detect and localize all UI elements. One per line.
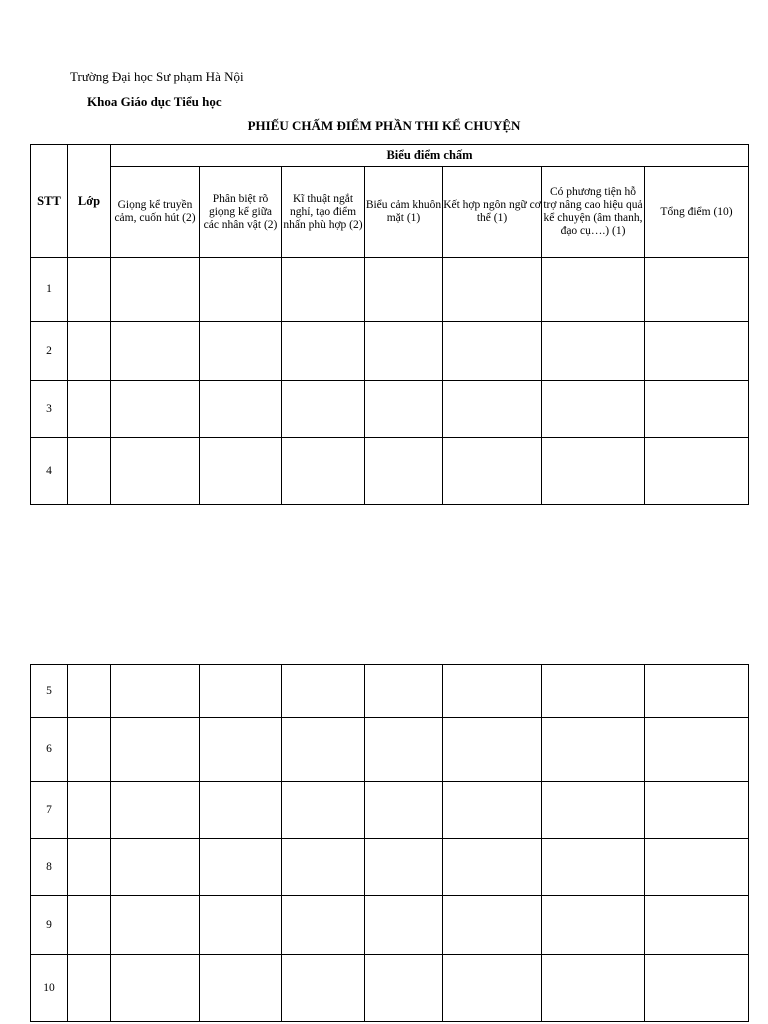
score-cell[interactable] xyxy=(645,896,749,955)
score-cell[interactable] xyxy=(200,322,282,381)
row-number: 4 xyxy=(31,438,68,505)
score-cell[interactable] xyxy=(365,718,443,782)
score-cell[interactable] xyxy=(542,839,645,896)
score-cell[interactable] xyxy=(645,438,749,505)
row-number: 9 xyxy=(31,896,68,955)
score-cell[interactable] xyxy=(282,322,365,381)
row-number: 1 xyxy=(31,258,68,322)
score-cell[interactable] xyxy=(365,839,443,896)
score-cell[interactable] xyxy=(200,665,282,718)
score-cell[interactable] xyxy=(443,955,542,1022)
table-row xyxy=(31,782,749,839)
score-cell[interactable] xyxy=(200,955,282,1022)
score-cell[interactable] xyxy=(645,839,749,896)
score-cell[interactable] xyxy=(645,955,749,1022)
criterion-facial-expression: Biểu cảm khuôn mặt (1) xyxy=(365,167,443,258)
score-cell[interactable] xyxy=(282,896,365,955)
score-cell[interactable] xyxy=(542,718,645,782)
criterion-voice: Giọng kể truyền cảm, cuốn hút (2) xyxy=(111,167,200,258)
score-cell[interactable] xyxy=(365,258,443,322)
score-cell[interactable] xyxy=(645,718,749,782)
criterion-total: Tổng điểm (10) xyxy=(645,167,749,258)
score-cell[interactable] xyxy=(282,955,365,1022)
score-cell[interactable] xyxy=(542,322,645,381)
table-row xyxy=(31,322,749,381)
score-cell[interactable] xyxy=(443,438,542,505)
row-number: 2 xyxy=(31,322,68,381)
scoring-table-continued xyxy=(30,664,749,1022)
score-cell[interactable] xyxy=(200,381,282,438)
scoring-table xyxy=(30,144,749,505)
row-number: 6 xyxy=(31,718,68,782)
score-cell[interactable] xyxy=(443,665,542,718)
class-cell[interactable] xyxy=(68,438,111,505)
score-cell[interactable] xyxy=(645,258,749,322)
criteria-group-header: Biểu điểm chấm xyxy=(111,145,749,167)
table-body-page2 xyxy=(31,665,749,1022)
score-cell[interactable] xyxy=(200,438,282,505)
class-cell[interactable] xyxy=(68,839,111,896)
class-cell[interactable] xyxy=(68,955,111,1022)
score-cell[interactable] xyxy=(443,381,542,438)
score-cell[interactable] xyxy=(200,718,282,782)
score-cell[interactable] xyxy=(542,258,645,322)
score-cell[interactable] xyxy=(365,896,443,955)
table-row xyxy=(31,665,749,718)
score-cell[interactable] xyxy=(282,438,365,505)
class-cell[interactable] xyxy=(68,718,111,782)
class-cell[interactable] xyxy=(68,381,111,438)
criterion-body-language: Kết hợp ngôn ngữ cơ thể (1) xyxy=(443,167,542,258)
score-cell[interactable] xyxy=(111,258,200,322)
score-cell[interactable] xyxy=(443,782,542,839)
score-cell[interactable] xyxy=(542,438,645,505)
score-cell[interactable] xyxy=(365,381,443,438)
criterion-character-voices: Phân biệt rõ giọng kể giữa các nhân vật (2) xyxy=(200,167,282,258)
score-cell[interactable] xyxy=(443,896,542,955)
score-cell[interactable] xyxy=(365,438,443,505)
score-cell[interactable] xyxy=(542,665,645,718)
score-cell[interactable] xyxy=(282,839,365,896)
table-row xyxy=(31,381,749,438)
score-cell[interactable] xyxy=(542,955,645,1022)
score-cell[interactable] xyxy=(443,839,542,896)
table-row xyxy=(31,896,749,955)
score-cell[interactable] xyxy=(645,782,749,839)
score-cell[interactable] xyxy=(200,258,282,322)
score-cell[interactable] xyxy=(542,381,645,438)
class-header: Lớp xyxy=(68,145,111,258)
form-title: PHIẾU CHẤM ĐIỂM PHẦN THI KỂ CHUYỆN xyxy=(247,118,521,133)
table-row xyxy=(31,718,749,782)
score-cell[interactable] xyxy=(282,665,365,718)
score-cell[interactable] xyxy=(111,438,200,505)
row-number: 3 xyxy=(31,381,68,438)
score-cell[interactable] xyxy=(111,782,200,839)
row-number: 8 xyxy=(31,839,68,896)
score-cell[interactable] xyxy=(443,322,542,381)
class-cell[interactable] xyxy=(68,322,111,381)
score-cell[interactable] xyxy=(282,718,365,782)
score-cell[interactable] xyxy=(365,955,443,1022)
faculty-name: Khoa Giáo dục Tiểu học xyxy=(87,94,222,109)
score-cell[interactable] xyxy=(645,665,749,718)
score-cell[interactable] xyxy=(365,665,443,718)
row-number: 5 xyxy=(31,665,68,718)
school-name: Trường Đại học Sư phạm Hà Nội xyxy=(70,69,244,84)
criterion-pausing: Kĩ thuật ngắt nghỉ, tạo điểm nhấn phù hợp (2) xyxy=(282,167,365,258)
class-cell[interactable] xyxy=(68,782,111,839)
score-cell[interactable] xyxy=(645,322,749,381)
row-number: 10 xyxy=(31,955,68,1022)
score-cell[interactable] xyxy=(111,955,200,1022)
score-cell[interactable] xyxy=(443,258,542,322)
criterion-props: Có phương tiện hỗ trợ nâng cao hiệu quả kể chuyện (âm thanh, đạo cụ….) (1) xyxy=(542,167,645,258)
score-cell[interactable] xyxy=(111,839,200,896)
score-cell[interactable] xyxy=(443,718,542,782)
score-cell[interactable] xyxy=(282,258,365,322)
class-cell[interactable] xyxy=(68,258,111,322)
table-row xyxy=(31,955,749,1022)
score-cell[interactable] xyxy=(542,896,645,955)
class-cell[interactable] xyxy=(68,896,111,955)
score-cell[interactable] xyxy=(111,896,200,955)
score-cell[interactable] xyxy=(200,782,282,839)
score-cell[interactable] xyxy=(282,782,365,839)
score-cell[interactable] xyxy=(365,782,443,839)
table-body-page1 xyxy=(31,258,749,505)
score-cell[interactable] xyxy=(111,665,200,718)
table-row xyxy=(31,258,749,322)
score-cell[interactable] xyxy=(282,381,365,438)
stt-header: STT xyxy=(31,145,68,258)
score-cell[interactable] xyxy=(111,381,200,438)
score-cell[interactable] xyxy=(542,782,645,839)
score-cell[interactable] xyxy=(200,896,282,955)
class-cell[interactable] xyxy=(68,665,111,718)
score-cell[interactable] xyxy=(111,718,200,782)
table-row xyxy=(31,839,749,896)
score-cell[interactable] xyxy=(365,322,443,381)
score-cell[interactable] xyxy=(111,322,200,381)
table-row xyxy=(31,438,749,505)
score-cell[interactable] xyxy=(645,381,749,438)
score-cell[interactable] xyxy=(200,839,282,896)
row-number: 7 xyxy=(31,782,68,839)
